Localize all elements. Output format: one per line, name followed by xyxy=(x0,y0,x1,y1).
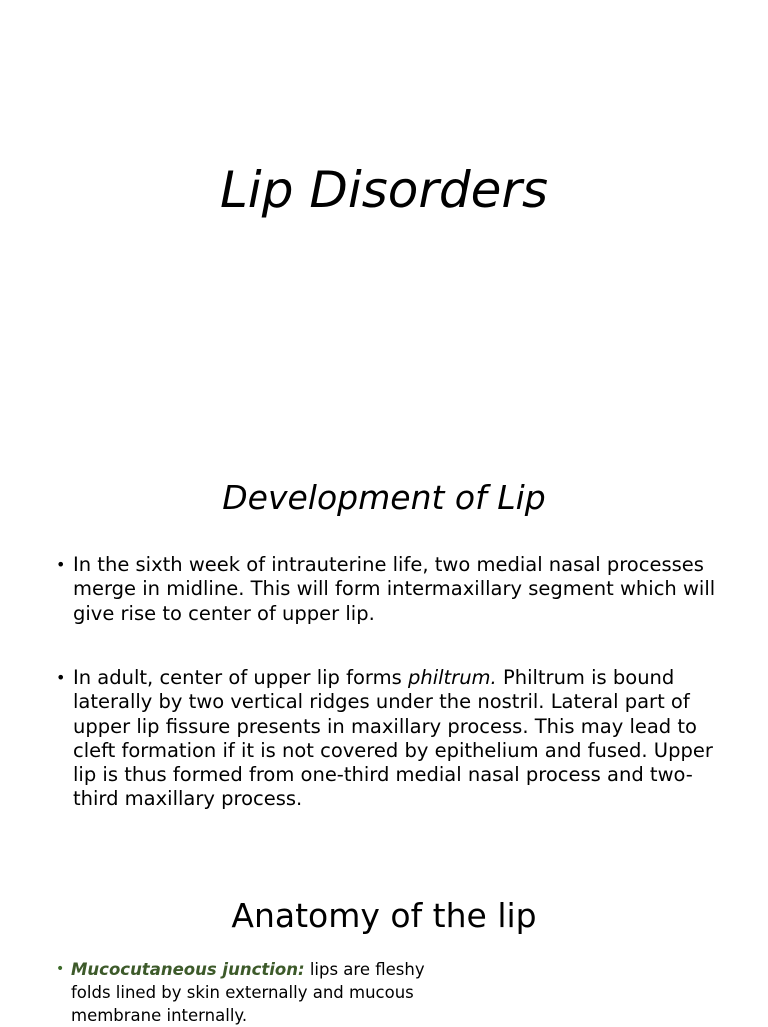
bullet-italic-term: philtrum. xyxy=(407,666,497,689)
bullet-text-after: Philtrum is bound laterally by two vertical ridges under the nostril. Lateral part of upper lip fissure presents in maxillary process. This may lead to cleft formation if it is not covered by epithelium and fused. Upper lip is thus formed from one-third medial nasal process and two-third maxillary process. xyxy=(73,666,713,811)
slide-title xyxy=(0,0,768,400)
bullet-item xyxy=(56,666,733,812)
bullet-text: lips are fleshy folds lined by skin externally and mucous membrane internally. xyxy=(71,960,425,1025)
bullet-text-before: In adult, center of upper lip forms xyxy=(73,666,408,689)
bullet-dot-icon: • xyxy=(56,555,66,574)
bullet-item xyxy=(56,958,436,1027)
bullet-text: In the sixth week of intrauterine life, two medial nasal processes merge in midline. This will form intermaxillary segment which will give rise to center of upper lip. xyxy=(73,553,716,625)
bullet-dot-icon: • xyxy=(56,668,66,687)
bullet-item xyxy=(56,553,733,626)
bullet-list-anatomy xyxy=(56,958,436,1027)
slide-title-heading: Lip Disorders xyxy=(219,161,549,219)
slide-heading-anatomy: Anatomy of the lip xyxy=(231,896,537,935)
bullet-dot-icon: • xyxy=(56,961,65,977)
slide-heading-development: Development of Lip xyxy=(222,478,546,517)
bullet-term: Mucocutaneous junction: xyxy=(71,960,305,979)
